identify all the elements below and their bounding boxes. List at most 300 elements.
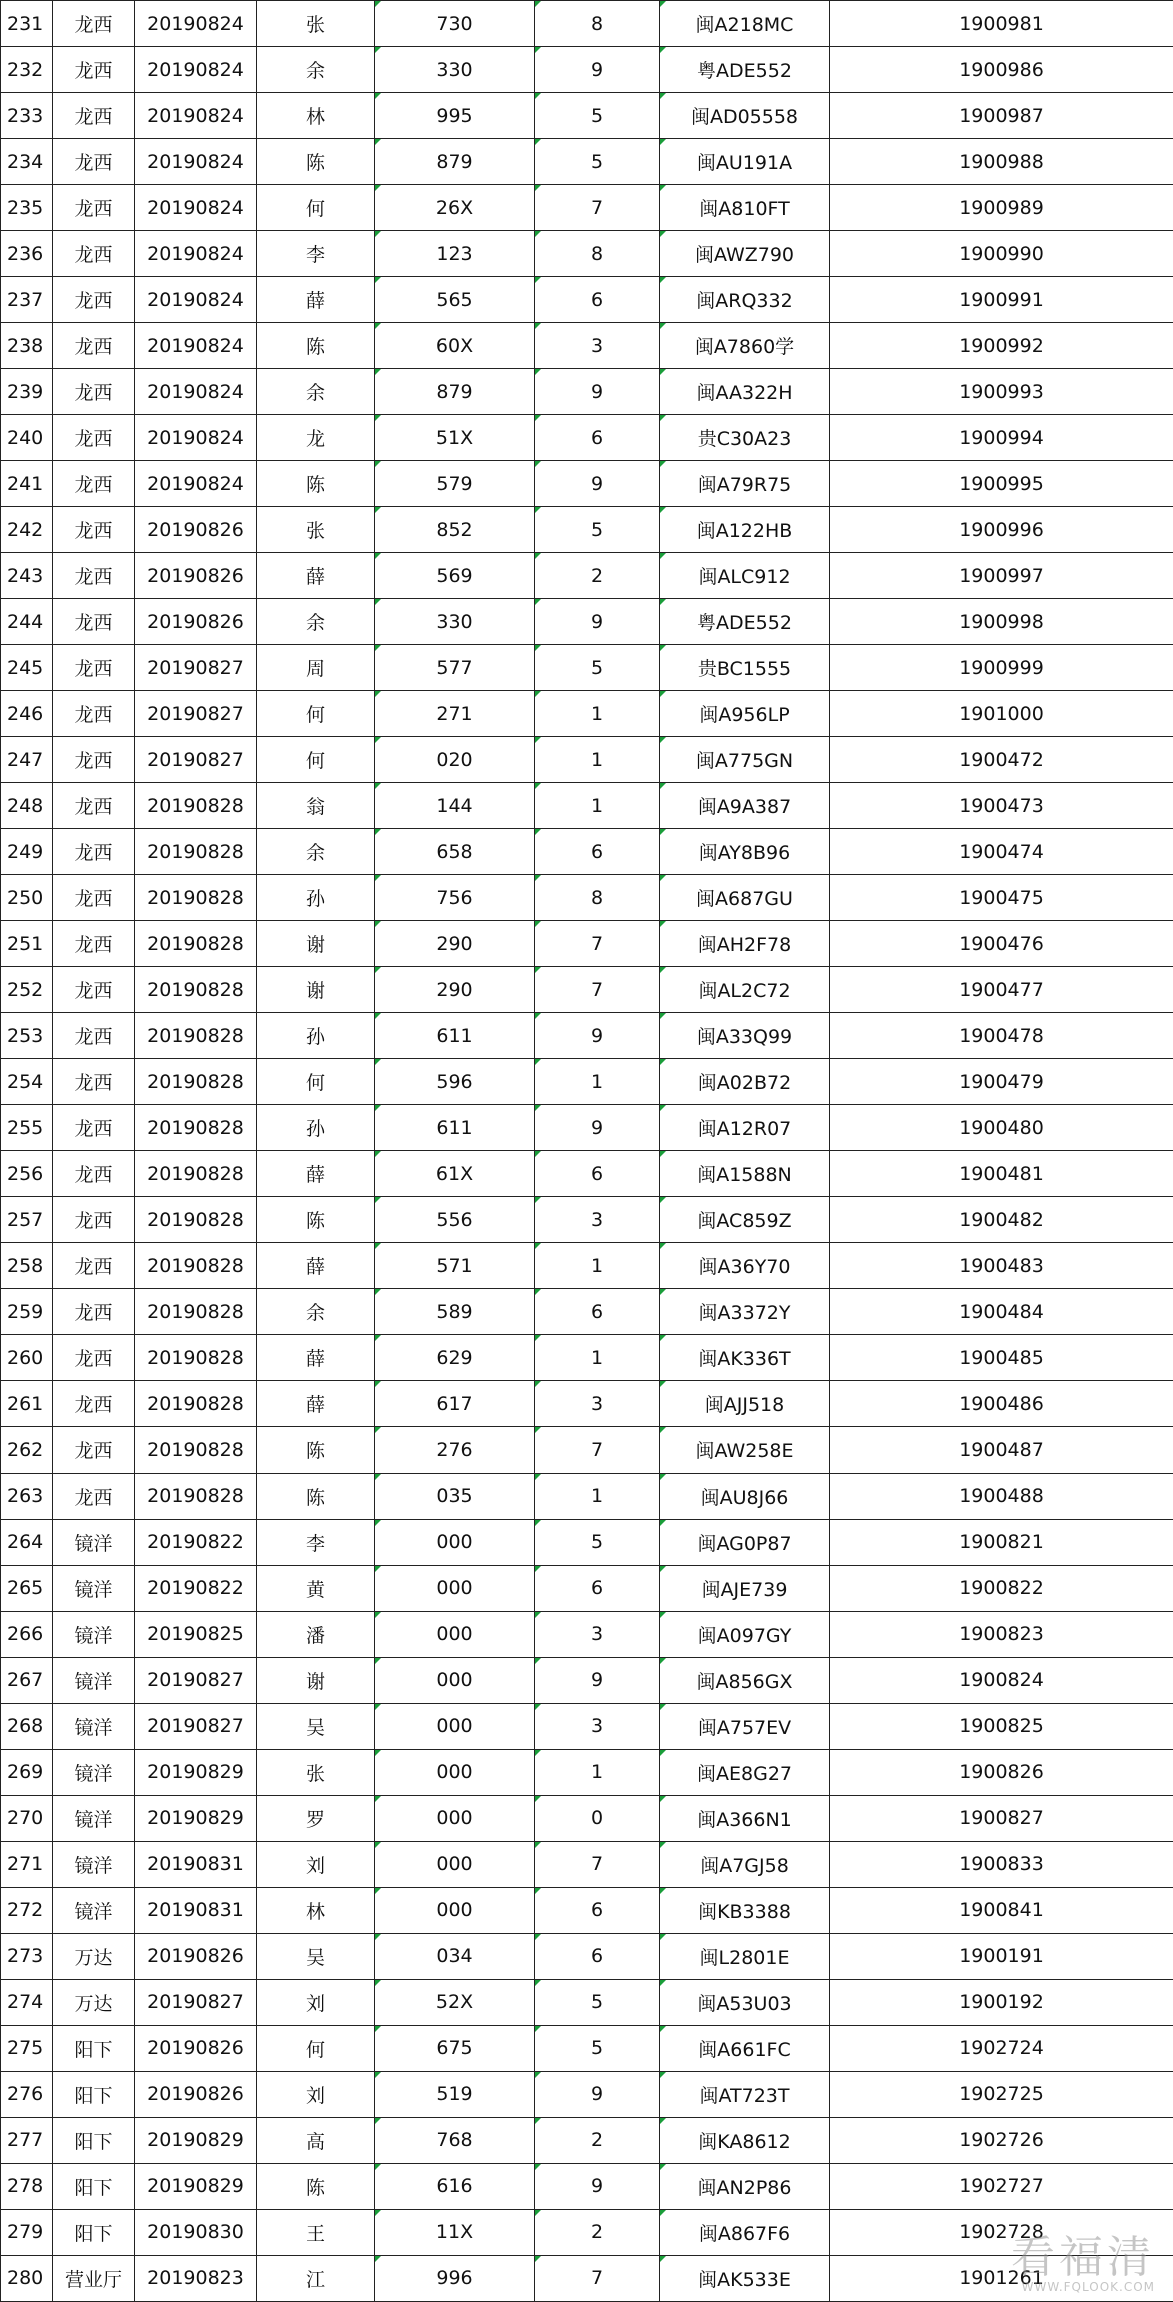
cell-surname: 罗 — [257, 1795, 375, 1841]
cell-serial-number: 1900485 — [830, 1335, 1173, 1381]
cell-serial-number: 1902726 — [830, 2117, 1173, 2163]
cell-row-number: 251 — [1, 921, 53, 967]
cell-date: 20190827 — [135, 737, 257, 783]
cell-date: 20190824 — [135, 369, 257, 415]
cell-id-suffix: 577 — [375, 645, 535, 691]
cell-branch: 龙西 — [53, 599, 135, 645]
cell-surname: 余 — [257, 47, 375, 93]
cell-branch: 龙西 — [53, 645, 135, 691]
cell-surname: 黄 — [257, 1565, 375, 1611]
cell-plate-number: 闽AH2F78 — [660, 921, 830, 967]
cell-branch: 营业厅 — [53, 2255, 135, 2301]
cell-plate-number: 闽AJJ518 — [660, 1381, 830, 1427]
table-row — [1, 783, 1173, 829]
cell-digit: 9 — [535, 47, 660, 93]
cell-serial-number: 1900484 — [830, 1289, 1173, 1335]
cell-id-suffix: 879 — [375, 369, 535, 415]
cell-digit: 8 — [535, 231, 660, 277]
cell-serial-number: 1900476 — [830, 921, 1173, 967]
table-row — [1, 599, 1173, 645]
cell-row-number: 248 — [1, 783, 53, 829]
cell-surname: 余 — [257, 1289, 375, 1335]
cell-digit: 7 — [535, 2255, 660, 2301]
cell-digit: 1 — [535, 1473, 660, 1519]
cell-serial-number: 1902725 — [830, 2071, 1173, 2117]
table-row — [1, 231, 1173, 277]
cell-row-number: 232 — [1, 47, 53, 93]
cell-surname: 张 — [257, 1, 375, 47]
table-row — [1, 1151, 1173, 1197]
cell-id-suffix: 611 — [375, 1013, 535, 1059]
cell-id-suffix: 000 — [375, 1611, 535, 1657]
cell-plate-number: 闽A36Y70 — [660, 1243, 830, 1289]
cell-plate-number: 粤ADE552 — [660, 599, 830, 645]
cell-date: 20190828 — [135, 1289, 257, 1335]
cell-digit: 7 — [535, 185, 660, 231]
table-row — [1, 1611, 1173, 1657]
cell-plate-number: 闽A856GX — [660, 1657, 830, 1703]
cell-row-number: 235 — [1, 185, 53, 231]
cell-digit: 9 — [535, 1657, 660, 1703]
cell-serial-number: 1900997 — [830, 553, 1173, 599]
table-row — [1, 1473, 1173, 1519]
cell-date: 20190823 — [135, 2255, 257, 2301]
table-row — [1, 2209, 1173, 2255]
table-row — [1, 1703, 1173, 1749]
cell-branch: 龙西 — [53, 1427, 135, 1473]
cell-row-number: 253 — [1, 1013, 53, 1059]
cell-id-suffix: 579 — [375, 461, 535, 507]
table-row — [1, 139, 1173, 185]
cell-surname: 林 — [257, 93, 375, 139]
cell-branch: 万达 — [53, 1933, 135, 1979]
table-row — [1, 829, 1173, 875]
cell-row-number: 236 — [1, 231, 53, 277]
cell-date: 20190828 — [135, 1105, 257, 1151]
cell-row-number: 234 — [1, 139, 53, 185]
cell-id-suffix: 879 — [375, 139, 535, 185]
cell-plate-number: 闽AU8J66 — [660, 1473, 830, 1519]
cell-date: 20190822 — [135, 1565, 257, 1611]
cell-branch: 龙西 — [53, 921, 135, 967]
cell-plate-number: 闽A79R75 — [660, 461, 830, 507]
cell-row-number: 272 — [1, 1887, 53, 1933]
cell-plate-number: 闽AG0P87 — [660, 1519, 830, 1565]
cell-serial-number: 1900486 — [830, 1381, 1173, 1427]
cell-date: 20190824 — [135, 461, 257, 507]
cell-surname: 何 — [257, 185, 375, 231]
cell-date: 20190828 — [135, 921, 257, 967]
cell-date: 20190828 — [135, 1381, 257, 1427]
cell-date: 20190829 — [135, 1749, 257, 1795]
cell-date: 20190826 — [135, 2071, 257, 2117]
cell-date: 20190828 — [135, 1151, 257, 1197]
cell-row-number: 257 — [1, 1197, 53, 1243]
cell-row-number: 260 — [1, 1335, 53, 1381]
cell-plate-number: 闽A33Q99 — [660, 1013, 830, 1059]
cell-plate-number: 闽A097GY — [660, 1611, 830, 1657]
cell-serial-number: 1900994 — [830, 415, 1173, 461]
table-row — [1, 2071, 1173, 2117]
cell-digit: 7 — [535, 1427, 660, 1473]
table-row — [1, 415, 1173, 461]
cell-row-number: 255 — [1, 1105, 53, 1151]
cell-date: 20190826 — [135, 1933, 257, 1979]
cell-branch: 龙西 — [53, 1, 135, 47]
cell-row-number: 269 — [1, 1749, 53, 1795]
cell-surname: 江 — [257, 2255, 375, 2301]
cell-branch: 龙西 — [53, 231, 135, 277]
table-row — [1, 645, 1173, 691]
cell-id-suffix: 556 — [375, 1197, 535, 1243]
cell-surname: 何 — [257, 737, 375, 783]
cell-row-number: 274 — [1, 1979, 53, 2025]
cell-surname: 翁 — [257, 783, 375, 829]
cell-digit: 3 — [535, 1703, 660, 1749]
cell-digit: 7 — [535, 967, 660, 1013]
cell-branch: 龙西 — [53, 1197, 135, 1243]
cell-serial-number: 1900478 — [830, 1013, 1173, 1059]
cell-serial-number: 1900480 — [830, 1105, 1173, 1151]
cell-date: 20190824 — [135, 47, 257, 93]
cell-date: 20190822 — [135, 1519, 257, 1565]
cell-surname: 薛 — [257, 1151, 375, 1197]
cell-id-suffix: 616 — [375, 2163, 535, 2209]
cell-digit: 9 — [535, 599, 660, 645]
cell-surname: 陈 — [257, 1197, 375, 1243]
table-row — [1, 1427, 1173, 1473]
cell-id-suffix: 144 — [375, 783, 535, 829]
cell-branch: 阳下 — [53, 2209, 135, 2255]
cell-digit: 8 — [535, 875, 660, 921]
cell-date: 20190831 — [135, 1887, 257, 1933]
cell-plate-number: 闽AE8G27 — [660, 1749, 830, 1795]
cell-row-number: 245 — [1, 645, 53, 691]
cell-branch: 龙西 — [53, 829, 135, 875]
table-row — [1, 1243, 1173, 1289]
cell-row-number: 258 — [1, 1243, 53, 1289]
cell-digit: 3 — [535, 1611, 660, 1657]
cell-row-number: 262 — [1, 1427, 53, 1473]
cell-date: 20190827 — [135, 691, 257, 737]
cell-serial-number: 1900473 — [830, 783, 1173, 829]
cell-surname: 何 — [257, 691, 375, 737]
table-row — [1, 875, 1173, 921]
cell-date: 20190828 — [135, 1473, 257, 1519]
cell-branch: 龙西 — [53, 47, 135, 93]
table-row — [1, 1749, 1173, 1795]
cell-serial-number: 1900825 — [830, 1703, 1173, 1749]
cell-digit: 9 — [535, 1105, 660, 1151]
cell-serial-number: 1900475 — [830, 875, 1173, 921]
cell-digit: 6 — [535, 1289, 660, 1335]
cell-id-suffix: 61X — [375, 1151, 535, 1197]
cell-serial-number: 1901261 — [830, 2255, 1173, 2301]
table-row — [1, 1657, 1173, 1703]
cell-row-number: 231 — [1, 1, 53, 47]
cell-plate-number: 粤ADE552 — [660, 47, 830, 93]
table-row — [1, 691, 1173, 737]
cell-digit: 5 — [535, 507, 660, 553]
cell-serial-number: 1900995 — [830, 461, 1173, 507]
table-row — [1, 2163, 1173, 2209]
cell-id-suffix: 51X — [375, 415, 535, 461]
cell-serial-number: 1902728 — [830, 2209, 1173, 2255]
cell-digit: 1 — [535, 1335, 660, 1381]
cell-branch: 龙西 — [53, 967, 135, 1013]
table-body — [1, 1, 1173, 2302]
cell-serial-number: 1902724 — [830, 2025, 1173, 2071]
cell-serial-number: 1900991 — [830, 277, 1173, 323]
cell-plate-number: 闽AU191A — [660, 139, 830, 185]
cell-date: 20190826 — [135, 2025, 257, 2071]
cell-digit: 5 — [535, 93, 660, 139]
cell-row-number: 275 — [1, 2025, 53, 2071]
cell-digit: 6 — [535, 1887, 660, 1933]
cell-serial-number: 1900989 — [830, 185, 1173, 231]
cell-plate-number: 闽ARQ332 — [660, 277, 830, 323]
table-row — [1, 1105, 1173, 1151]
cell-plate-number: 闽A9A387 — [660, 783, 830, 829]
cell-surname: 陈 — [257, 1473, 375, 1519]
cell-date: 20190824 — [135, 323, 257, 369]
cell-date: 20190827 — [135, 1979, 257, 2025]
cell-date: 20190824 — [135, 139, 257, 185]
cell-plate-number: 闽AY8B96 — [660, 829, 830, 875]
cell-branch: 龙西 — [53, 1151, 135, 1197]
cell-digit: 6 — [535, 829, 660, 875]
table-row — [1, 47, 1173, 93]
cell-date: 20190828 — [135, 1427, 257, 1473]
cell-date: 20190829 — [135, 1795, 257, 1841]
cell-serial-number: 1900477 — [830, 967, 1173, 1013]
cell-surname: 孙 — [257, 1013, 375, 1059]
cell-id-suffix: 000 — [375, 1749, 535, 1795]
cell-surname: 陈 — [257, 323, 375, 369]
cell-plate-number: 闽A7GJ58 — [660, 1841, 830, 1887]
cell-serial-number: 1900488 — [830, 1473, 1173, 1519]
cell-branch: 阳下 — [53, 2117, 135, 2163]
cell-branch: 阳下 — [53, 2163, 135, 2209]
cell-surname: 何 — [257, 1059, 375, 1105]
cell-digit: 5 — [535, 1519, 660, 1565]
cell-row-number: 247 — [1, 737, 53, 783]
cell-branch: 龙西 — [53, 875, 135, 921]
cell-digit: 6 — [535, 1933, 660, 1979]
cell-digit: 5 — [535, 1979, 660, 2025]
cell-row-number: 267 — [1, 1657, 53, 1703]
cell-date: 20190828 — [135, 967, 257, 1013]
cell-row-number: 240 — [1, 415, 53, 461]
watermark-logo-text: 看福清 — [1011, 2232, 1155, 2283]
cell-id-suffix: 290 — [375, 921, 535, 967]
cell-id-suffix: 276 — [375, 1427, 535, 1473]
cell-digit: 5 — [535, 645, 660, 691]
cell-date: 20190828 — [135, 783, 257, 829]
cell-serial-number: 1900191 — [830, 1933, 1173, 1979]
cell-surname: 刘 — [257, 1979, 375, 2025]
cell-row-number: 276 — [1, 2071, 53, 2117]
table-row — [1, 507, 1173, 553]
cell-date: 20190828 — [135, 829, 257, 875]
cell-id-suffix: 52X — [375, 1979, 535, 2025]
cell-branch: 龙西 — [53, 461, 135, 507]
cell-digit: 1 — [535, 783, 660, 829]
cell-serial-number: 1900481 — [830, 1151, 1173, 1197]
cell-date: 20190828 — [135, 1243, 257, 1289]
cell-branch: 镜洋 — [53, 1795, 135, 1841]
cell-digit: 1 — [535, 1243, 660, 1289]
cell-id-suffix: 617 — [375, 1381, 535, 1427]
cell-surname: 李 — [257, 1519, 375, 1565]
cell-branch: 龙西 — [53, 1105, 135, 1151]
cell-serial-number: 1900987 — [830, 93, 1173, 139]
cell-date: 20190824 — [135, 1, 257, 47]
cell-row-number: 270 — [1, 1795, 53, 1841]
table-row — [1, 1933, 1173, 1979]
cell-serial-number: 1900833 — [830, 1841, 1173, 1887]
cell-row-number: 244 — [1, 599, 53, 645]
cell-digit: 6 — [535, 1151, 660, 1197]
table-row — [1, 1565, 1173, 1611]
table-row — [1, 323, 1173, 369]
cell-plate-number: 闽AW258E — [660, 1427, 830, 1473]
cell-surname: 薛 — [257, 277, 375, 323]
cell-surname: 陈 — [257, 1427, 375, 1473]
cell-id-suffix: 123 — [375, 231, 535, 277]
cell-date: 20190826 — [135, 553, 257, 599]
cell-serial-number: 1900823 — [830, 1611, 1173, 1657]
cell-serial-number: 1902727 — [830, 2163, 1173, 2209]
cell-date: 20190828 — [135, 875, 257, 921]
cell-row-number: 268 — [1, 1703, 53, 1749]
cell-date: 20190826 — [135, 599, 257, 645]
table-row — [1, 1979, 1173, 2025]
cell-plate-number: 闽A366N1 — [660, 1795, 830, 1841]
cell-plate-number: 贵BC1555 — [660, 645, 830, 691]
table-row — [1, 1197, 1173, 1243]
cell-branch: 镜洋 — [53, 1887, 135, 1933]
cell-id-suffix: 290 — [375, 967, 535, 1013]
cell-serial-number: 1900986 — [830, 47, 1173, 93]
cell-branch: 镜洋 — [53, 1841, 135, 1887]
cell-digit: 9 — [535, 2071, 660, 2117]
cell-row-number: 273 — [1, 1933, 53, 1979]
cell-digit: 9 — [535, 461, 660, 507]
cell-id-suffix: 000 — [375, 1841, 535, 1887]
cell-surname: 李 — [257, 231, 375, 277]
table-row — [1, 369, 1173, 415]
cell-digit: 1 — [535, 691, 660, 737]
cell-row-number: 246 — [1, 691, 53, 737]
cell-branch: 阳下 — [53, 2071, 135, 2117]
cell-surname: 薛 — [257, 553, 375, 599]
cell-branch: 龙西 — [53, 507, 135, 553]
cell-plate-number: 闽AK336T — [660, 1335, 830, 1381]
cell-row-number: 271 — [1, 1841, 53, 1887]
cell-date: 20190826 — [135, 507, 257, 553]
cell-surname: 余 — [257, 829, 375, 875]
cell-row-number: 250 — [1, 875, 53, 921]
cell-plate-number: 闽AJE739 — [660, 1565, 830, 1611]
cell-surname: 龙 — [257, 415, 375, 461]
cell-id-suffix: 852 — [375, 507, 535, 553]
cell-plate-number: 闽L2801E — [660, 1933, 830, 1979]
cell-digit: 9 — [535, 1013, 660, 1059]
cell-digit: 2 — [535, 2209, 660, 2255]
cell-digit: 3 — [535, 1381, 660, 1427]
cell-surname: 薛 — [257, 1381, 375, 1427]
cell-serial-number: 1900981 — [830, 1, 1173, 47]
cell-id-suffix: 569 — [375, 553, 535, 599]
cell-row-number: 266 — [1, 1611, 53, 1657]
cell-date: 20190828 — [135, 1013, 257, 1059]
cell-surname: 陈 — [257, 139, 375, 185]
cell-id-suffix: 000 — [375, 1565, 535, 1611]
table-row — [1, 2025, 1173, 2071]
cell-digit: 1 — [535, 1059, 660, 1105]
cell-row-number: 278 — [1, 2163, 53, 2209]
cell-branch: 龙西 — [53, 415, 135, 461]
cell-branch: 镜洋 — [53, 1703, 135, 1749]
cell-serial-number: 1900988 — [830, 139, 1173, 185]
cell-surname: 陈 — [257, 461, 375, 507]
cell-plate-number: 闽AC859Z — [660, 1197, 830, 1243]
cell-plate-number: 闽A02B72 — [660, 1059, 830, 1105]
table-row — [1, 553, 1173, 599]
cell-branch: 龙西 — [53, 185, 135, 231]
cell-digit: 9 — [535, 369, 660, 415]
cell-serial-number: 1900822 — [830, 1565, 1173, 1611]
cell-digit: 7 — [535, 1841, 660, 1887]
cell-id-suffix: 611 — [375, 1105, 535, 1151]
cell-branch: 龙西 — [53, 1335, 135, 1381]
cell-surname: 谢 — [257, 967, 375, 1013]
cell-plate-number: 闽A867F6 — [660, 2209, 830, 2255]
table-row — [1, 1519, 1173, 1565]
cell-id-suffix: 589 — [375, 1289, 535, 1335]
table-row — [1, 1381, 1173, 1427]
table-row — [1, 277, 1173, 323]
cell-branch: 阳下 — [53, 2025, 135, 2071]
cell-serial-number: 1900826 — [830, 1749, 1173, 1795]
cell-row-number: 249 — [1, 829, 53, 875]
cell-branch: 镜洋 — [53, 1749, 135, 1795]
cell-digit: 8 — [535, 1, 660, 47]
cell-plate-number: 闽AL2C72 — [660, 967, 830, 1013]
cell-date: 20190827 — [135, 1703, 257, 1749]
cell-branch: 龙西 — [53, 1289, 135, 1335]
cell-date: 20190829 — [135, 2163, 257, 2209]
cell-surname: 林 — [257, 1887, 375, 1933]
cell-digit: 2 — [535, 553, 660, 599]
table-row — [1, 185, 1173, 231]
cell-id-suffix: 571 — [375, 1243, 535, 1289]
cell-plate-number: 闽AA322H — [660, 369, 830, 415]
cell-digit: 7 — [535, 921, 660, 967]
cell-surname: 薛 — [257, 1335, 375, 1381]
cell-plate-number: 闽A956LP — [660, 691, 830, 737]
cell-serial-number: 1900996 — [830, 507, 1173, 553]
table-row — [1, 737, 1173, 783]
cell-id-suffix: 000 — [375, 1519, 535, 1565]
cell-plate-number: 闽A53U03 — [660, 1979, 830, 2025]
cell-row-number: 243 — [1, 553, 53, 599]
cell-digit: 3 — [535, 1197, 660, 1243]
cell-branch: 龙西 — [53, 139, 135, 185]
cell-surname: 谢 — [257, 921, 375, 967]
cell-digit: 5 — [535, 139, 660, 185]
